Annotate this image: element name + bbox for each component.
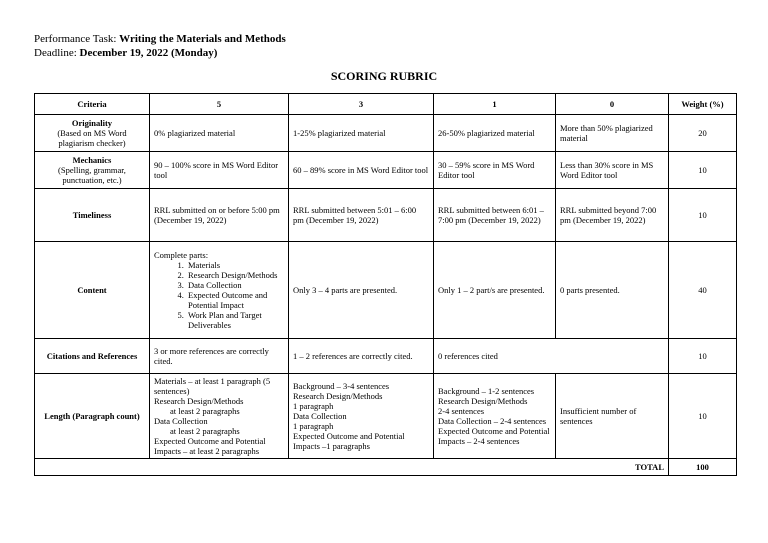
weight-cell: 10	[669, 339, 737, 374]
column-header-0: 0	[556, 94, 669, 115]
weight-cell: 10	[669, 152, 737, 189]
score-3-cell: 60 – 89% score in MS Word Editor tool	[289, 152, 434, 189]
rubric-title: SCORING RUBRIC	[330, 69, 438, 83]
score-5-cell	[150, 242, 289, 339]
score-1-cell: RRL submitted between 6:01 – 7:00 pm (December 19, 2022)	[434, 189, 556, 242]
criteria-name: Timeliness	[72, 210, 112, 220]
length-line: Data Collection	[154, 416, 208, 426]
table-row-timeliness	[35, 189, 737, 242]
score-0-cell: More than 50% plagiarized material	[556, 115, 669, 152]
length-line: Data Collection	[293, 411, 347, 421]
task-title: Writing the Materials and Methods	[119, 33, 286, 45]
document-header	[34, 32, 286, 60]
list-item: 4. Expected Outcome and Potential Impact	[186, 290, 284, 310]
score-1-0-cell: 0 references cited	[434, 339, 669, 374]
weight-cell: 40	[669, 242, 737, 339]
score-1-cell: 30 – 59% score in MS Word Editor tool	[434, 152, 556, 189]
table-row-content	[35, 242, 737, 339]
score-5-cell: 90 – 100% score in MS Word Editor tool	[150, 152, 289, 189]
total-value: 100	[669, 459, 737, 476]
length-line: Materials – at least 1 paragraph (5 sentences)	[154, 376, 271, 396]
length-line: Background – 1-2 sentences	[438, 386, 535, 396]
column-header-1: 1	[434, 94, 556, 115]
weight-cell: 10	[669, 189, 737, 242]
length-line: Research Design/Methods	[438, 396, 528, 406]
task-label: Performance Task:	[34, 33, 117, 45]
criteria-name: Length (Paragraph count)	[44, 411, 140, 421]
score-5-cell: 3 or more references are correctly cited.	[150, 339, 289, 374]
score-3-cell: RRL submitted between 5:01 – 6:00 pm (December 19, 2022)	[289, 189, 434, 242]
score-3-cell: 1 – 2 references are correctly cited.	[289, 339, 434, 374]
content-intro: Complete parts:	[154, 250, 209, 260]
table-row-length	[35, 374, 737, 459]
criteria-description: (Spelling, grammar, punctuation, etc.)	[58, 165, 126, 185]
table-row-originality	[35, 115, 737, 152]
length-line: Background – 3-4 sentences	[293, 381, 390, 391]
score-5-cell	[150, 374, 289, 459]
content-parts-list	[154, 260, 284, 330]
score-0-cell: Less than 30% score in MS Word Editor tool	[556, 152, 669, 189]
criteria-description: (Based on MS Word plagiarism checker)	[57, 128, 127, 148]
criteria-cell	[35, 339, 150, 374]
column-header-5: 5	[150, 94, 289, 115]
weight-cell: 10	[669, 374, 737, 459]
length-line: at least 2 paragraphs	[170, 406, 240, 416]
criteria-name: Content	[77, 285, 107, 295]
scoring-rubric-table	[34, 93, 737, 476]
score-5-cell: 0% plagiarized material	[150, 115, 289, 152]
score-1-cell	[434, 374, 556, 459]
length-line: Data Collection – 2-4 sentences	[438, 416, 547, 426]
table-row-total	[35, 459, 737, 476]
column-header-3: 3	[289, 94, 434, 115]
length-line: Research Design/Methods	[293, 391, 383, 401]
weight-cell: 20	[669, 115, 737, 152]
score-3-cell: 1-25% plagiarized material	[289, 115, 434, 152]
score-1-cell: 26-50% plagiarized material	[434, 115, 556, 152]
list-item: 5. Work Plan and Target Deliverables	[186, 310, 284, 330]
deadline-label: Deadline:	[34, 47, 77, 59]
table-row-mechanics	[35, 152, 737, 189]
length-line: Expected Outcome and Potential Impacts –1 paragraphs	[293, 431, 405, 451]
deadline-value: December 19, 2022 (Monday)	[79, 47, 218, 59]
table-header-row	[35, 94, 737, 115]
list-item: 1. Materials	[186, 260, 284, 270]
score-1-cell: Only 1 – 2 part/s are presented.	[434, 242, 556, 339]
length-line: 1 paragraph	[293, 401, 334, 411]
length-line: at least 2 paragraphs	[170, 426, 240, 436]
criteria-cell	[35, 374, 150, 459]
criteria-name: Originality	[71, 118, 113, 128]
table-row-citations	[35, 339, 737, 374]
criteria-name: Mechanics	[72, 155, 112, 165]
criteria-cell	[35, 115, 150, 152]
length-line: Research Design/Methods	[154, 396, 244, 406]
criteria-name: Citations and References	[46, 351, 138, 361]
criteria-cell	[35, 152, 150, 189]
total-label: TOTAL	[35, 459, 669, 476]
length-line: 1 paragraph	[293, 421, 334, 431]
list-item: 2. Research Design/Methods	[186, 270, 284, 280]
score-0-cell: Insufficient number of sentences	[556, 374, 669, 459]
list-item: 3. Data Collection	[186, 280, 284, 290]
criteria-cell	[35, 242, 150, 339]
length-line: Expected Outcome and Potential Impacts – 2-4 sentences	[438, 426, 550, 446]
column-header-criteria: Criteria	[35, 94, 150, 115]
column-header-weight: Weight (%)	[669, 94, 737, 115]
score-0-cell: 0 parts presented.	[556, 242, 669, 339]
score-3-cell: Only 3 – 4 parts are presented.	[289, 242, 434, 339]
score-0-cell: RRL submitted beyond 7:00 pm (December 19, 2022)	[556, 189, 669, 242]
deadline-line	[34, 46, 286, 60]
score-5-cell: RRL submitted on or before 5:00 pm (December 19, 2022)	[150, 189, 289, 242]
task-line	[34, 32, 286, 46]
length-line: 2-4 sentences	[438, 406, 485, 416]
length-line: Expected Outcome and Potential Impacts – at least 2 paragraphs	[154, 436, 266, 456]
score-3-cell	[289, 374, 434, 459]
criteria-cell	[35, 189, 150, 242]
